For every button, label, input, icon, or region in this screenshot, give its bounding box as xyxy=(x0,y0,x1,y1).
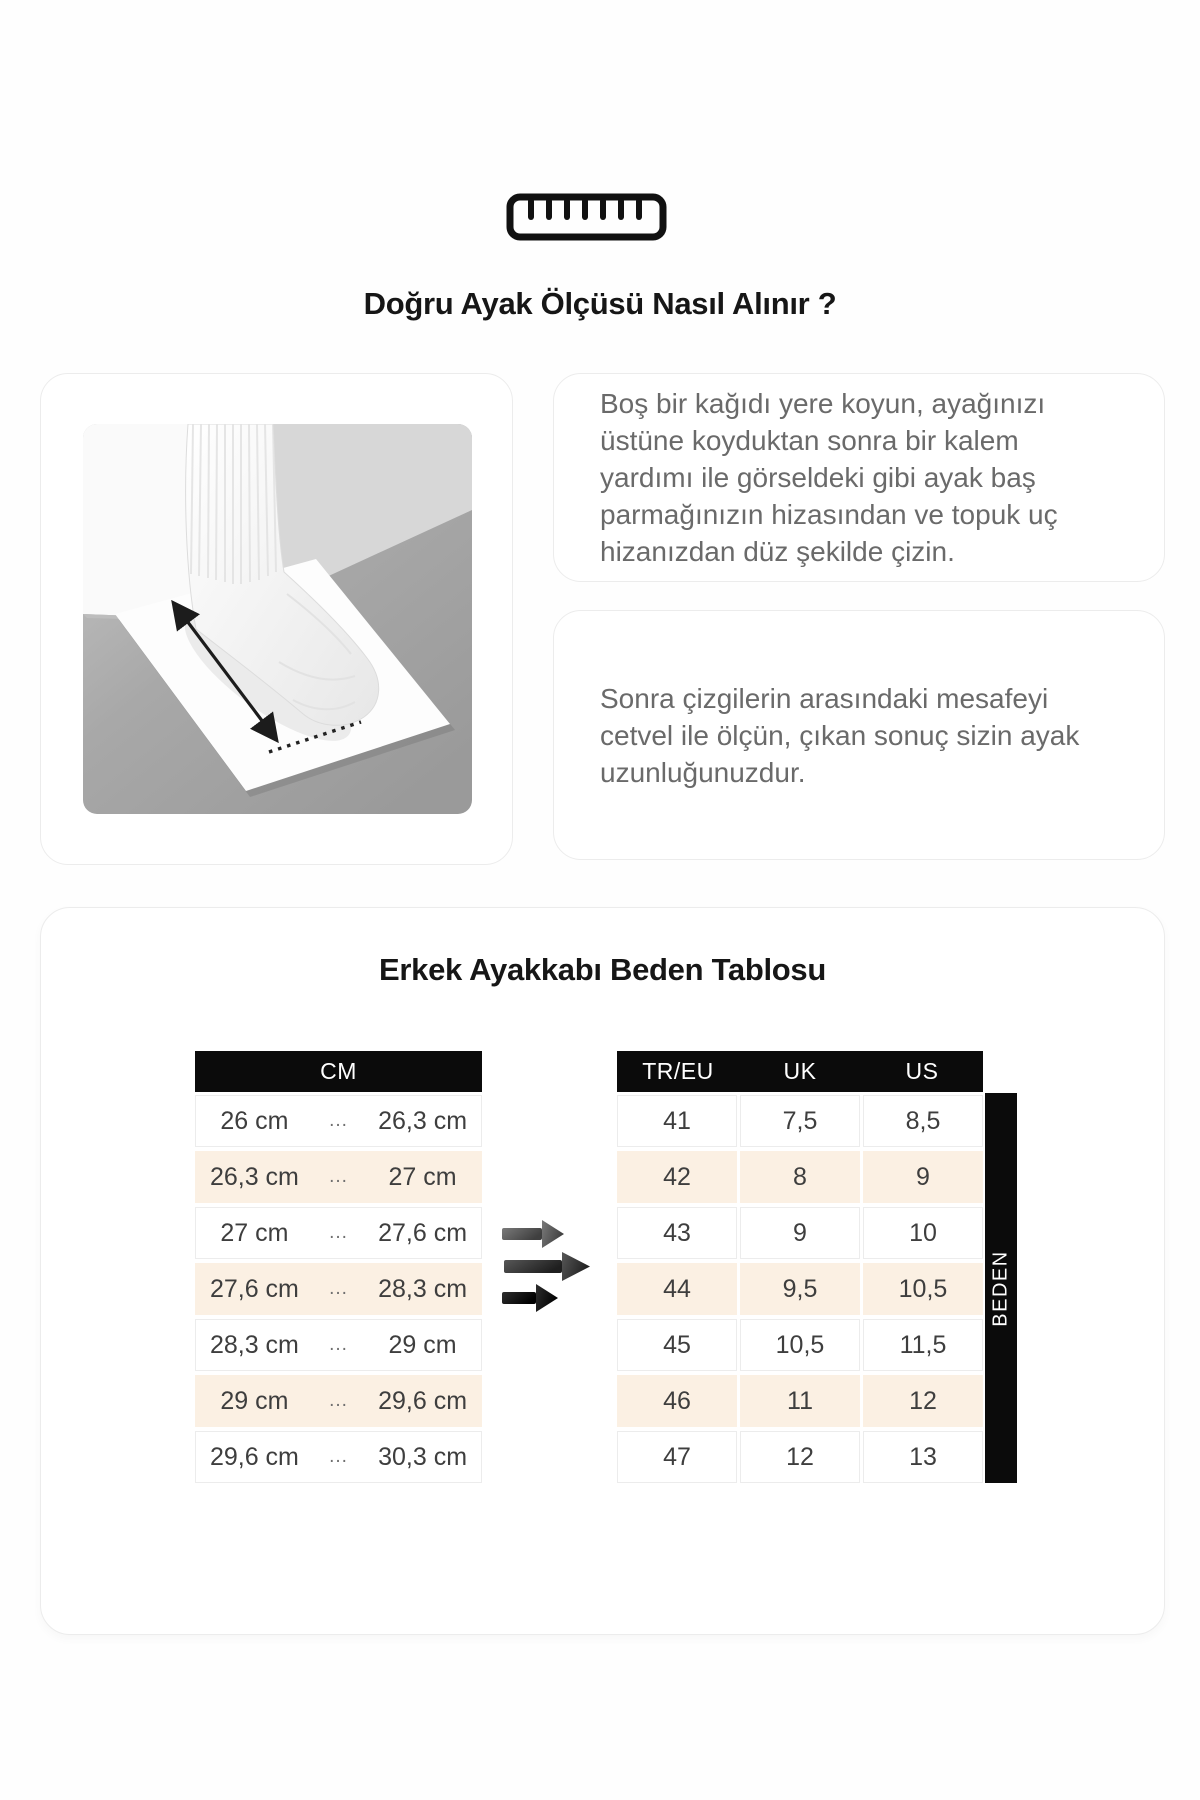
size-cell-treu: 47 xyxy=(617,1431,737,1483)
size-cell-uk: 12 xyxy=(740,1431,860,1483)
size-table-rows xyxy=(617,1095,983,1483)
range-dots: ... xyxy=(329,1446,348,1467)
cm-header-label: CM xyxy=(320,1058,357,1084)
size-chart-title: Erkek Ayakkabı Beden Tablosu xyxy=(378,952,827,987)
cm-table-row xyxy=(195,1319,482,1371)
size-table-row xyxy=(617,1095,983,1147)
foot-measurement-photo xyxy=(83,424,472,814)
size-cell-us: 11,5 xyxy=(863,1319,983,1371)
cm-from-value: 29,6 cm xyxy=(209,1442,299,1471)
size-cell-us: 8,5 xyxy=(863,1095,983,1147)
size-cell-treu: 45 xyxy=(617,1319,737,1371)
range-dots: ... xyxy=(329,1222,348,1243)
size-table-row xyxy=(617,1431,983,1483)
instruction-step-2: Sonra çizgilerin arasındaki mesafeyi cetvel ile ölçün, çıkan sonuç sizin ayak uzunluğunuzdur. xyxy=(600,682,1080,788)
cm-from-value: 26,3 cm xyxy=(209,1162,299,1191)
size-table xyxy=(617,1051,983,1483)
beden-label: BEDEN xyxy=(989,1249,1012,1327)
cm-from-value: 28,3 cm xyxy=(209,1330,299,1359)
cm-to-value: 27,6 cm xyxy=(378,1218,468,1247)
cm-to-value: 27 cm xyxy=(388,1162,457,1191)
ruler-icon xyxy=(506,192,667,242)
cm-to-value: 26,3 cm xyxy=(378,1106,468,1135)
size-cell-uk: 7,5 xyxy=(740,1095,860,1147)
size-cell-treu: 44 xyxy=(617,1263,737,1315)
cm-table-row xyxy=(195,1151,482,1203)
beden-side-bar xyxy=(985,1093,1017,1483)
cm-to-value: 29 cm xyxy=(388,1330,457,1359)
size-cell-uk: 9 xyxy=(740,1207,860,1259)
foot-measurement-card xyxy=(40,373,513,865)
transfer-arrows-icon xyxy=(498,1216,600,1314)
cm-from-value: 26 cm xyxy=(220,1106,289,1135)
size-cell-treu: 42 xyxy=(617,1151,737,1203)
size-header-treu: TR/EU xyxy=(642,1058,714,1084)
size-cell-treu: 46 xyxy=(617,1375,737,1427)
size-cell-treu: 43 xyxy=(617,1207,737,1259)
size-cell-treu: 41 xyxy=(617,1095,737,1147)
foot-photo-illustration xyxy=(83,424,472,814)
cm-from-value: 27,6 cm xyxy=(209,1274,299,1303)
range-dots: ... xyxy=(329,1166,348,1187)
range-dots: ... xyxy=(329,1110,348,1131)
size-table-row xyxy=(617,1263,983,1315)
size-cell-uk: 11 xyxy=(740,1375,860,1427)
cm-table-row xyxy=(195,1207,482,1259)
size-cell-us: 13 xyxy=(863,1431,983,1483)
page-title: Doğru Ayak Ölçüsü Nasıl Alınır ? xyxy=(363,286,837,321)
size-cell-uk: 10,5 xyxy=(740,1319,860,1371)
size-cell-us: 10,5 xyxy=(863,1263,983,1315)
cm-to-value: 29,6 cm xyxy=(378,1386,468,1415)
size-table-header xyxy=(617,1051,983,1092)
cm-from-value: 27 cm xyxy=(220,1218,289,1247)
cm-table-rows xyxy=(195,1095,482,1483)
size-cell-uk: 9,5 xyxy=(740,1263,860,1315)
cm-to-value: 28,3 cm xyxy=(378,1274,468,1303)
cm-table-row xyxy=(195,1263,482,1315)
size-table-row xyxy=(617,1151,983,1203)
size-table-row xyxy=(617,1207,983,1259)
cm-table-row xyxy=(195,1375,482,1427)
range-dots: ... xyxy=(329,1390,348,1411)
cm-table xyxy=(195,1051,482,1483)
size-cell-us: 12 xyxy=(863,1375,983,1427)
instruction-step-1: Boş bir kağıdı yere koyun, ayağınızı üstüne koyduktan sonra bir kalem yardımı ile görseldeki gibi ayak baş parmağınızın hizasından ve topuk uç hizanızdan düz şekilde çizin. xyxy=(600,388,1058,567)
instruction-box-1 xyxy=(553,373,1165,582)
size-cell-uk: 8 xyxy=(740,1151,860,1203)
size-cell-us: 10 xyxy=(863,1207,983,1259)
range-dots: ... xyxy=(329,1278,348,1299)
size-header-uk: UK xyxy=(783,1058,817,1084)
size-cell-us: 9 xyxy=(863,1151,983,1203)
size-table-row xyxy=(617,1375,983,1427)
size-table-row xyxy=(617,1319,983,1371)
cm-table-row xyxy=(195,1431,482,1483)
cm-from-value: 29 cm xyxy=(220,1386,289,1415)
cm-table-header xyxy=(195,1051,482,1092)
range-dots: ... xyxy=(329,1334,348,1355)
cm-to-value: 30,3 cm xyxy=(378,1442,468,1471)
size-header-us: US xyxy=(905,1058,939,1084)
instruction-box-2 xyxy=(553,610,1165,860)
cm-table-row xyxy=(195,1095,482,1147)
